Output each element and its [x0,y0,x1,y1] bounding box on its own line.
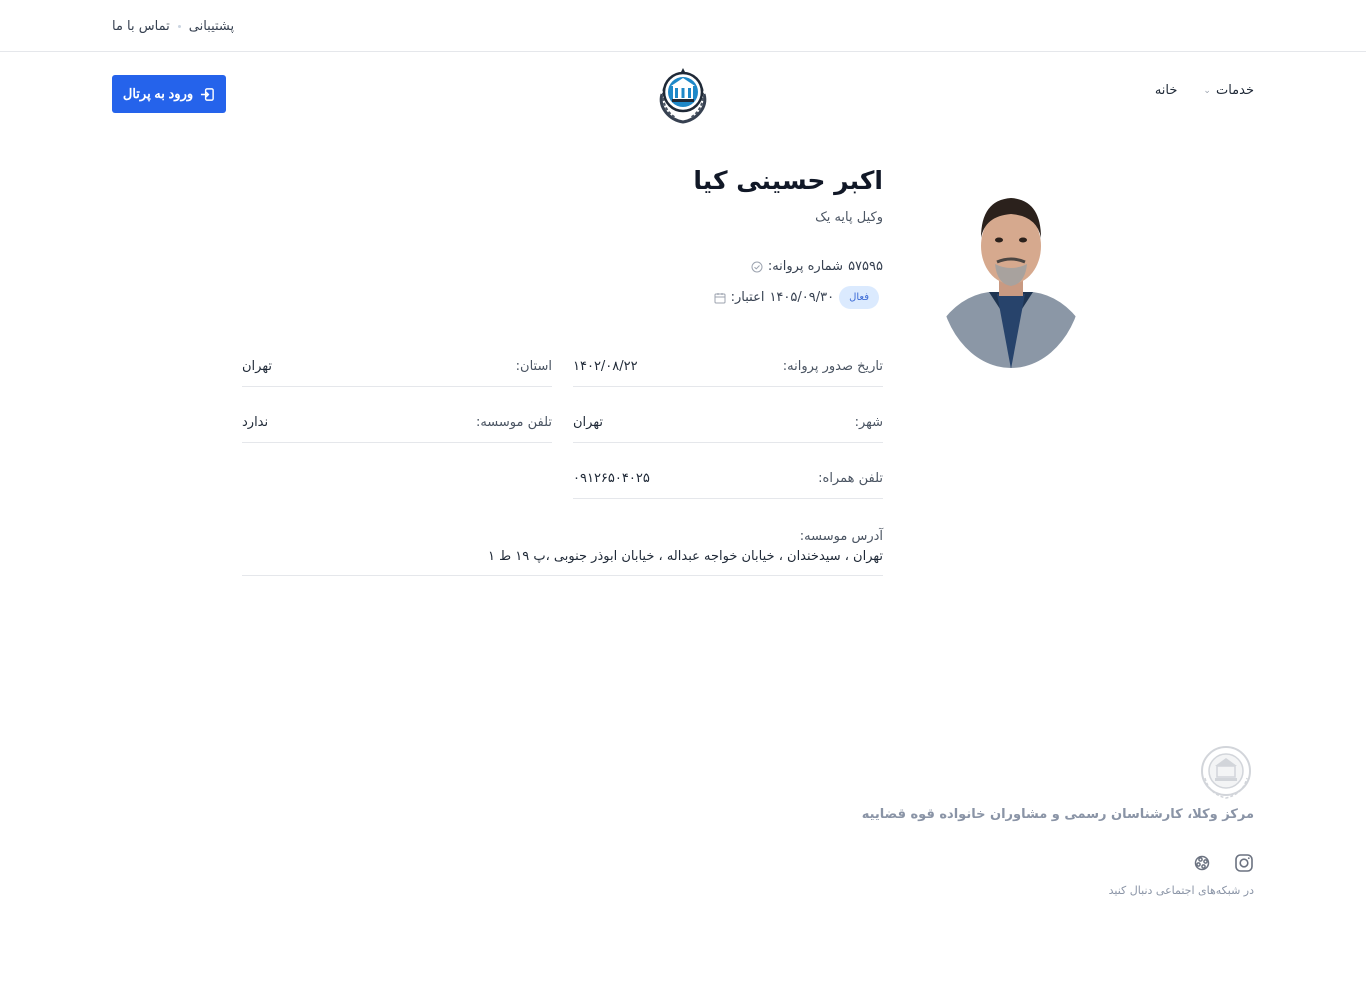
contact-us-link[interactable]: تماس با ما [112,18,170,34]
nav-home[interactable] [1155,83,1178,98]
license-value: ۵۷۵۹۵ [848,259,883,274]
support-link[interactable]: پشتیبانی [188,18,235,34]
nav-home-label: خانه [1154,83,1178,98]
institute-phone-label: تلفن موسسه: [475,415,552,430]
province-field [242,351,552,387]
main-navbar [0,52,1366,136]
top-bar [0,0,1366,52]
portal-login-label: ورود به پرتال [122,86,194,101]
check-circle-icon [751,261,763,273]
judiciary-logo [654,64,712,124]
institute-phone-value: ندارد [242,415,269,430]
footer-follow-text: در شبکه‌های اجتماعی دنبال کنید [1108,884,1254,897]
instagram-icon[interactable] [1234,853,1254,873]
calendar-icon [714,292,726,304]
city-label: شهر: [854,415,883,430]
login-icon [200,87,215,102]
province-label: استان: [515,359,552,374]
nav-menu [1155,83,1254,98]
issue-date-field [573,351,883,387]
lawyer-photo [939,176,1083,369]
validity-value: ۱۴۰۵/۰۹/۳۰ [769,290,835,305]
city-value: تهران [573,415,603,430]
social-links [1192,853,1254,873]
province-value: تهران [242,359,272,374]
lawyer-rank: وکیل پایه یک [815,210,883,225]
issue-date-value: ۱۴۰۲/۰۸/۲۲ [573,359,638,374]
mobile-value: ۰۹۱۲۶۵۰۴۰۲۵ [573,471,650,486]
mobile-label: تلفن همراه: [818,471,883,486]
lawyer-name: اکبر حسینی کیا [693,166,883,195]
license-number-row [751,259,883,274]
address-label: آدرس موسسه: [799,529,883,544]
portal-login-button[interactable] [112,75,226,113]
nav-services[interactable] [1203,83,1254,98]
address-value: تهران ، سیدخندان ، خیابان خواجه عبداله ، خیابان ابوذر جنوبی ،پ ۱۹ ط ۱ [487,549,883,564]
footer-title: مرکز وکلا، کارشناسان رسمی و مشاوران خانواده قوه قضاییه [861,807,1254,822]
separator-dot [178,25,181,28]
chevron-down-icon: ⌄ [1203,85,1211,96]
validity-row [714,286,883,309]
status-badge: فعال [839,286,879,309]
mobile-field [573,463,883,499]
nav-services-label: خدمات [1215,83,1254,98]
address-field [242,525,883,576]
city-field [573,407,883,443]
top-links [112,16,234,36]
footer-logo [1199,744,1253,800]
license-label: شماره پروانه: [767,259,844,274]
aparat-icon[interactable] [1192,853,1212,873]
issue-date-label: تاریخ صدور پروانه: [782,359,883,374]
institute-phone-field [242,407,552,443]
validity-label: اعتبار: [730,290,765,305]
